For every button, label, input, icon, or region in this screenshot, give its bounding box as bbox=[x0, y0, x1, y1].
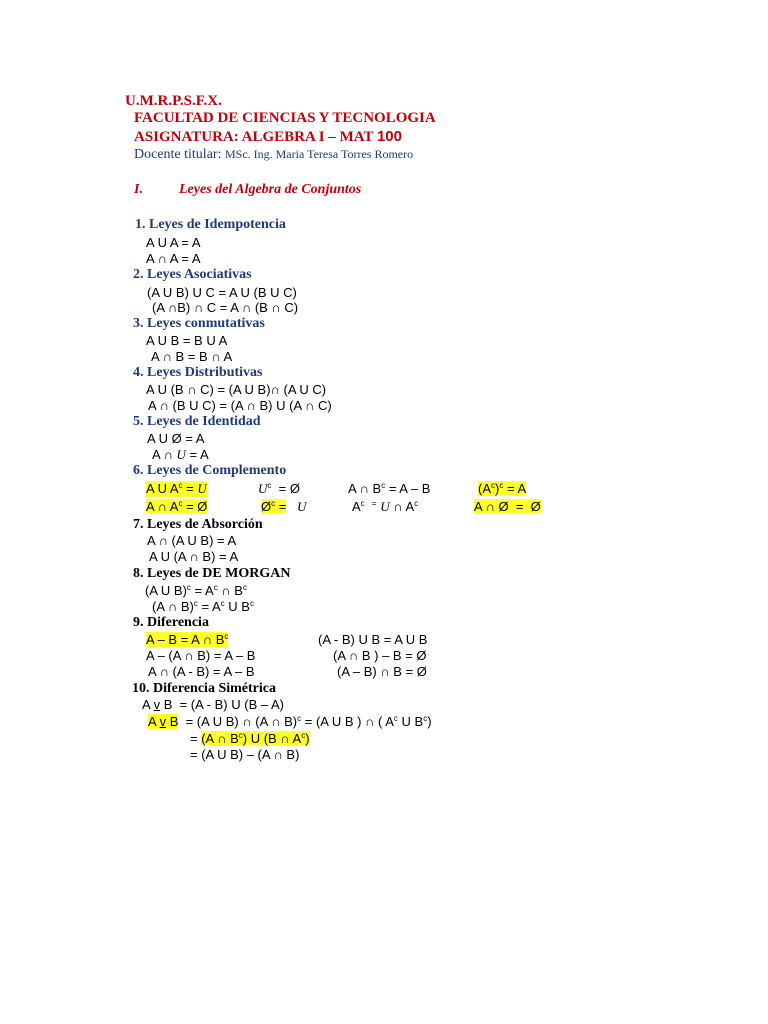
formula: $A^c$ = U ∩ $A^c$ bbox=[352, 499, 419, 514]
law-title-asociativas: 2. Leyes Asociativas bbox=[133, 267, 252, 282]
formula: A ∩ A = A bbox=[146, 251, 201, 266]
law-title-distributivas: 4. Leyes Distributivas bbox=[133, 365, 263, 380]
section-title: Leyes del Algebra de Conjuntos bbox=[179, 182, 362, 197]
formula: A ∩ B = B ∩ A bbox=[151, 349, 233, 364]
formula: A U A = A bbox=[146, 235, 201, 250]
subject-number: 100 bbox=[376, 128, 402, 145]
formula: (A U $B)^c = A^c$ ∩ $B^c$ bbox=[145, 583, 247, 598]
subject-prefix: ASIGNATURA: ALGEBRA I – MAT bbox=[134, 129, 377, 145]
teacher-label: Docente titular: bbox=[134, 147, 225, 162]
subject-line bbox=[134, 128, 402, 146]
universe-symbol: U bbox=[176, 447, 186, 462]
university-name: U.M.R.P.S.F.X. bbox=[125, 93, 222, 109]
formula: A ∩ (A U B) = A bbox=[147, 533, 237, 548]
section-number: I. bbox=[134, 182, 143, 197]
formula-part: A ∩ bbox=[152, 447, 177, 462]
law-title-diferencia: 9. Diferencia bbox=[133, 615, 209, 630]
formula: A ∩ (A - B) = A – B bbox=[148, 664, 255, 679]
formula: A v B = (A - B) U (B – A) bbox=[142, 697, 284, 712]
formula: (A ∩ $B)^c = A^c$ U $B^c$ bbox=[152, 599, 254, 614]
highlighted-formula: $(A^c)^c = A$ bbox=[478, 481, 527, 496]
formula: A ∩ $B^c = A - B$ bbox=[348, 481, 431, 496]
law-title-conmutativas: 3. Leyes conmutativas bbox=[133, 316, 265, 331]
formula: (A - B) U B = A U B bbox=[318, 632, 428, 647]
law-title-idempotencia: 1. Leyes de Idempotencia bbox=[135, 217, 286, 232]
formula: (A ∩B) ∩ C = A ∩ (B ∩ C) bbox=[152, 300, 299, 315]
formula: A U Ø = A bbox=[147, 431, 205, 446]
formula: = (A ∩ $B^c$) U (B ∩ $A^c$) bbox=[190, 731, 310, 746]
law-title-simetrica: 10. Diferencia Simétrica bbox=[132, 681, 276, 696]
formula: A ∩ (B U C) = (A ∩ B) U (A ∩ C) bbox=[148, 398, 332, 413]
law-title-absorcion: 7. Leyes de Absorción bbox=[133, 517, 263, 532]
teacher-line bbox=[134, 147, 413, 163]
formula: A U (A ∩ B) = A bbox=[149, 549, 239, 564]
formula: (A U B) U C = A U (B U C) bbox=[147, 285, 297, 300]
formula: (A ∩ B ) – B = Ø bbox=[333, 648, 427, 663]
formula: A v B = (A U B) ∩ (A ∩ B)$^c$ = (A U B ) ∩ ( $A^c$ U $B^c$) bbox=[148, 714, 432, 729]
highlighted-formula: A ∩ Ø = Ø bbox=[474, 499, 541, 514]
highlighted-formula: A – B = A ∩ $B^c$ bbox=[146, 632, 229, 647]
law-title-identidad: 5. Leyes de Identidad bbox=[133, 414, 261, 429]
formula: (A – B) ∩ B = Ø bbox=[337, 664, 427, 679]
highlighted-formula: A ∩ $A^c$ = Ø bbox=[146, 499, 208, 514]
law-title-complemento: 6. Leyes de Complemento bbox=[133, 463, 287, 478]
faculty-name: FACULTAD DE CIENCIAS Y TECNOLOGIA bbox=[134, 110, 436, 126]
formula bbox=[152, 447, 209, 463]
law-title-morgan: 8. Leyes de DE MORGAN bbox=[133, 566, 291, 581]
formula: A U B = B U A bbox=[146, 333, 228, 348]
formula: A – (A ∩ B) = A – B bbox=[146, 648, 256, 663]
highlighted-formula: A U $A^c = U$ bbox=[146, 481, 207, 496]
highlighted-formula: $Ø^c$ = bbox=[261, 499, 287, 514]
formula: $U^c$ = Ø bbox=[258, 481, 300, 496]
formula: A U (B ∩ C) = (A U B)∩ (A U C) bbox=[146, 382, 327, 397]
teacher-name: MSc. Ing. Maria Teresa Torres Romero bbox=[224, 147, 414, 161]
formula-part: = A bbox=[185, 447, 209, 462]
formula: U bbox=[297, 499, 307, 514]
formula: = (A U B) – (A ∩ B) bbox=[190, 747, 300, 762]
